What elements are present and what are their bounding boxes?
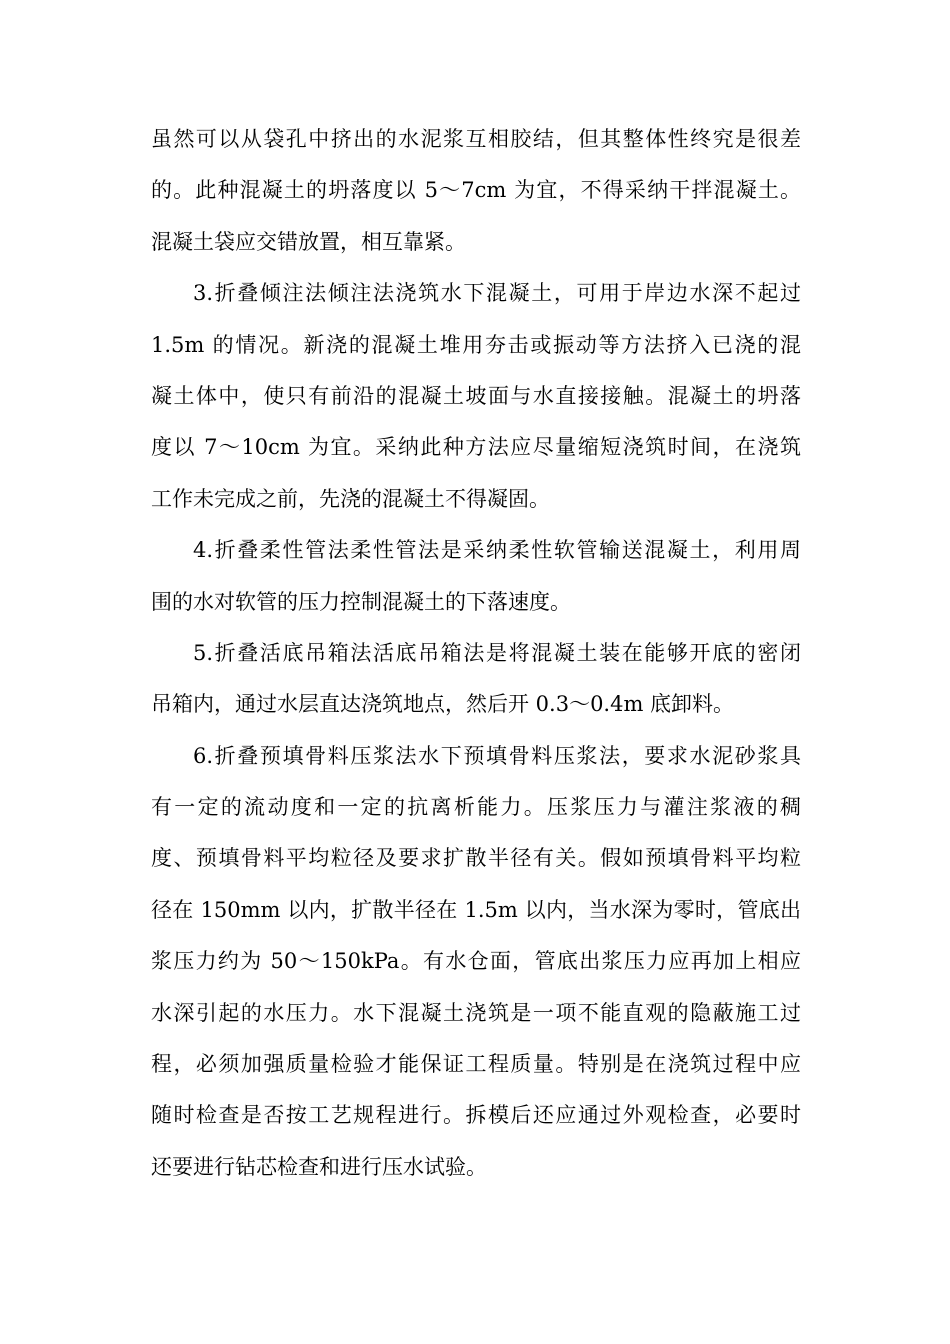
text-line: 混凝土袋应交错放置，相互靠紧。 [151,229,466,254]
text-line: 1.5m 的情况。新浇的混凝土堆用夯击或振动等方法挤入已浇的混 [151,332,801,357]
paragraph-first-line: 6.折叠预填骨料压浆法水下预填骨料压浆法，要求水泥砂浆具 [193,743,801,768]
text-line: 度以 7～10cm 为宜。采纳此种方法应尽量缩短浇筑时间，在浇筑 [151,435,801,460]
text-line: 工作未完成之前，先浇的混凝土不得凝固。 [151,486,550,511]
text-line: 水深引起的水压力。水下混凝土浇筑是一项不能直观的隐蔽施工过 [151,1000,801,1025]
text-line: 围的水对软管的压力控制混凝土的下落速度。 [151,589,571,614]
text-line: 径在 150mm 以内，扩散半径在 1.5m 以内，当水深为零时，管底出 [151,897,801,922]
text-line: 浆压力约为 50～150kPa。有水仓面，管底出浆压力应再加上相应 [151,949,801,974]
text-line: 还要进行钻芯检查和进行压水试验。 [151,1154,487,1179]
text-line: 凝土体中，使只有前沿的混凝土坡面与水直接接触。混凝土的坍落 [151,383,801,408]
paragraph-first-line: 3.折叠倾注法倾注法浇筑水下混凝土，可用于岸边水深不起过 [193,281,801,306]
paragraph-first-line: 4.折叠柔性管法柔性管法是采纳柔性软管输送混凝土，利用周 [193,538,801,563]
text-line: 度、预填骨料平均粒径及要求扩散半径有关。假如预填骨料平均粒 [151,846,801,871]
paragraph-first-line: 5.折叠活底吊箱法活底吊箱法是将混凝土装在能够开底的密闭 [193,640,801,665]
text-line: 虽然可以从袋孔中挤出的水泥浆互相胶结，但其整体性终究是很差 [151,127,801,151]
document-body [151,114,801,1193]
text-line: 吊箱内，通过水层直达浇筑地点，然后开 0.3～0.4m 底卸料。 [151,692,735,717]
text-line: 的。此种混凝土的坍落度以 5～7cm 为宜，不得采纳干拌混凝土。 [151,178,801,203]
text-line: 随时检查是否按工艺规程进行。拆模后还应通过外观检查，必要时 [151,1103,801,1128]
text-line: 有一定的流动度和一定的抗离析能力。压浆压力与灌注浆液的稠 [151,795,801,820]
text-line: 程，必须加强质量检验才能保证工程质量。特别是在浇筑过程中应 [151,1052,801,1077]
